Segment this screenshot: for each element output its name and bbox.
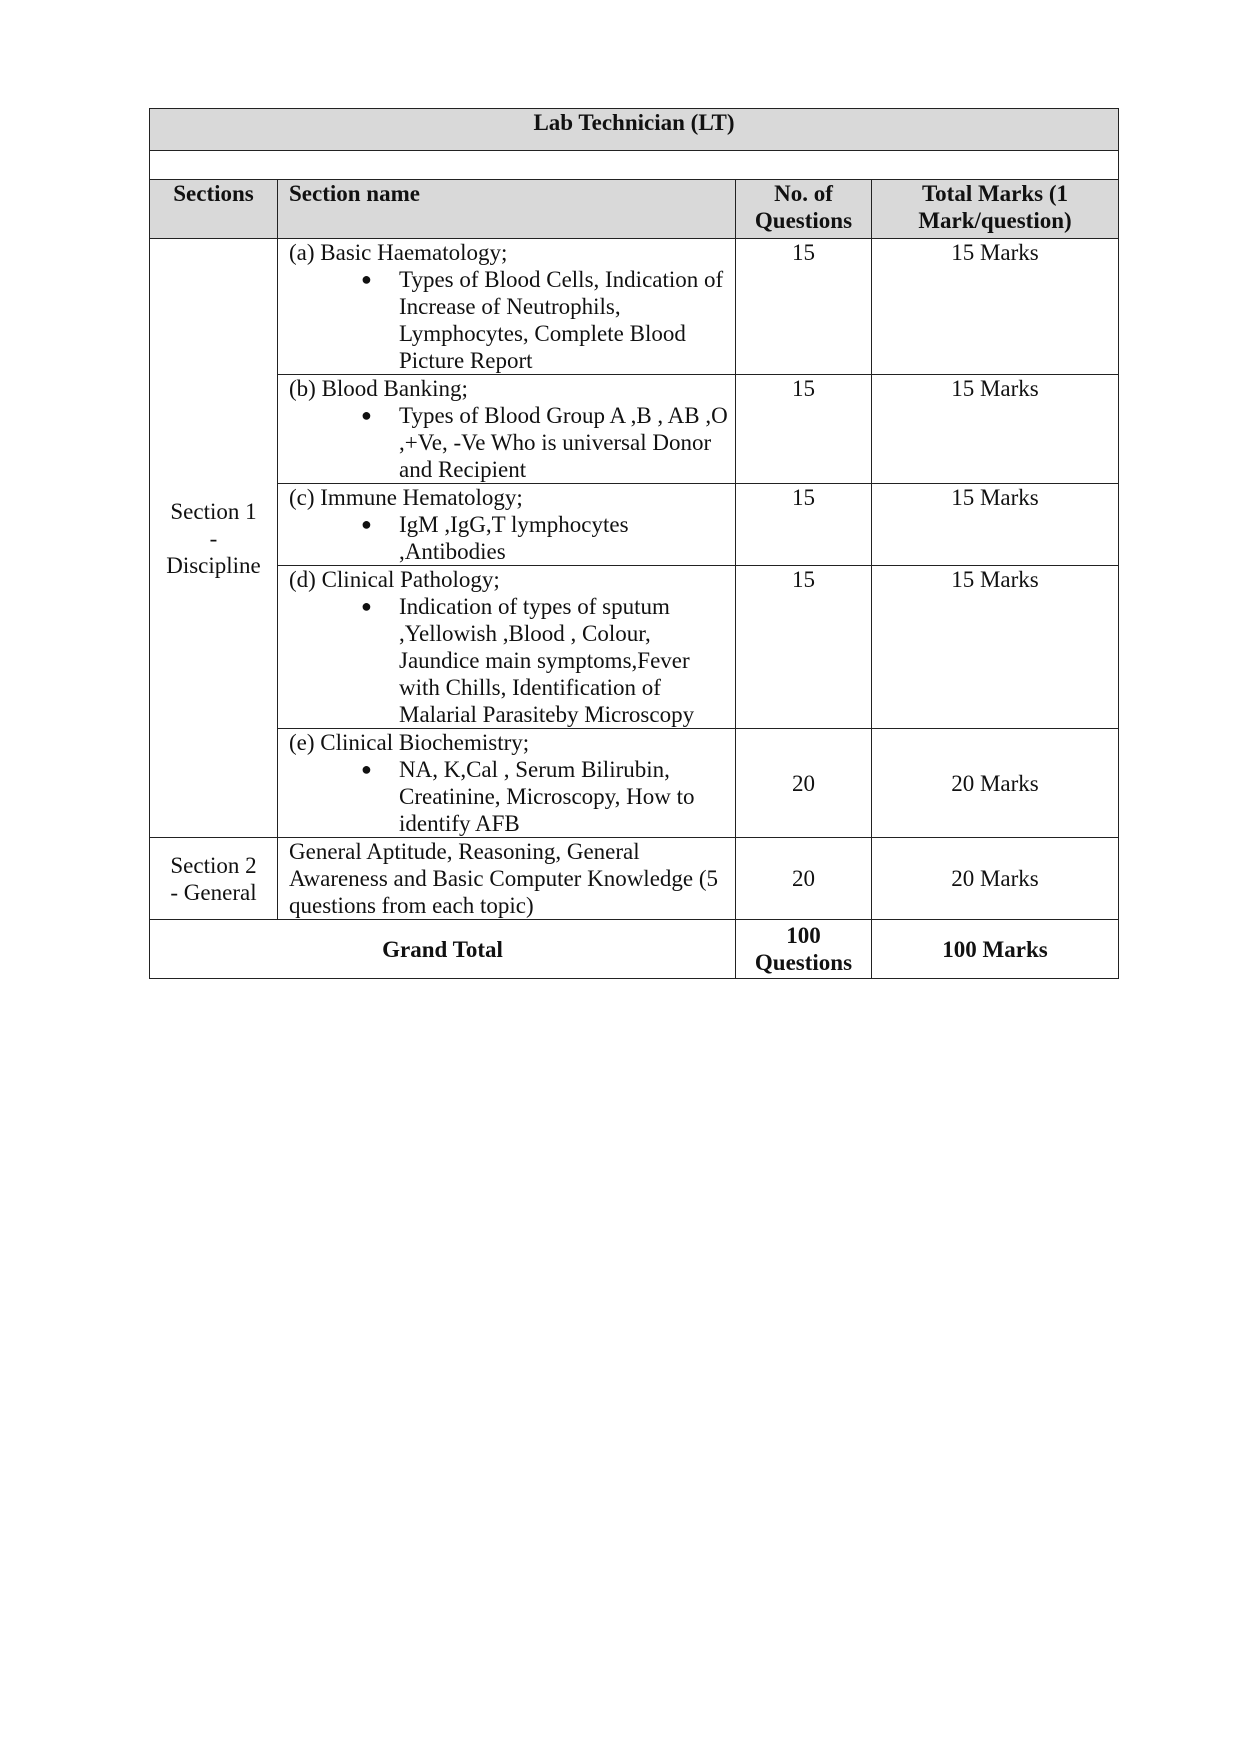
topic-d-marks: 15 Marks <box>872 566 1119 729</box>
header-row <box>150 180 1119 239</box>
grand-total-marks: 100 Marks <box>872 920 1119 979</box>
topic-e-bullet-item <box>289 756 735 837</box>
header-section-name: Section name <box>278 180 736 239</box>
topic-a-bullet-item <box>289 266 735 374</box>
topic-c-bullet-item <box>289 511 735 565</box>
grand-total-questions-number: 100 <box>786 923 821 948</box>
topic-b-marks: 15 Marks <box>872 375 1119 484</box>
header-sections: Sections <box>150 180 278 239</box>
bullet-icon: ● <box>361 596 372 616</box>
topic-b-cell <box>278 375 736 484</box>
grand-total-questions-unit: Questions <box>754 950 853 975</box>
header-questions: No. of Questions <box>736 180 872 239</box>
topic-c-cell <box>278 484 736 566</box>
table-row <box>150 729 1119 838</box>
topic-e-title: (e) Clinical Biochemistry; <box>289 730 530 755</box>
section2-label-line2: - General <box>170 879 257 905</box>
bullet-icon: ● <box>361 405 372 425</box>
topic-a-questions: 15 <box>736 239 872 375</box>
topic-b-title: (b) Blood Banking; <box>289 376 468 401</box>
bullet-icon: ● <box>361 759 372 779</box>
topic-c-title: (c) Immune Hematology; <box>289 485 523 510</box>
topic-b-questions: 15 <box>736 375 872 484</box>
topic-a-title: (a) Basic Haematology; <box>289 240 508 265</box>
section2-label-line1: Section 2 <box>170 852 257 878</box>
table-row <box>150 484 1119 566</box>
syllabus-page <box>149 108 1118 979</box>
topic-d-bullet-text: Indication of types of sputum ,Yellowish ,Blood , Colour, Jaundice main symptoms,Fever with Chills, Identification of Malarial Parasiteby Microscopy <box>399 594 695 727</box>
blank-row <box>150 151 1119 180</box>
topic-e-marks: 20 Marks <box>872 729 1119 838</box>
topic-b-bullet-item <box>289 402 735 483</box>
section2-questions: 20 <box>736 838 872 920</box>
header-marks: Total Marks (1 Mark/question) <box>872 180 1119 239</box>
topic-d-questions: 15 <box>736 566 872 729</box>
table-row <box>150 566 1119 729</box>
section1-label-line3: Discipline <box>166 552 261 578</box>
topic-a-cell <box>278 239 736 375</box>
topic-a-marks: 15 Marks <box>872 239 1119 375</box>
topic-e-questions: 20 <box>736 729 872 838</box>
grand-total-row <box>150 920 1119 979</box>
section2-marks: 20 Marks <box>872 838 1119 920</box>
grand-total-label: Grand Total <box>150 920 736 979</box>
topic-c-questions: 15 <box>736 484 872 566</box>
topic-e-cell <box>278 729 736 838</box>
grand-total-questions <box>736 920 872 979</box>
topic-d-cell <box>278 566 736 729</box>
topic-d-title: (d) Clinical Pathology; <box>289 567 500 592</box>
topic-b-bullet-text: Types of Blood Group A ,B , AB ,O ,+Ve, -Ve Who is universal Donor and Recipient <box>399 403 728 482</box>
syllabus-table <box>149 108 1119 979</box>
topic-e-bullet-text: NA, K,Cal , Serum Bilirubin, Creatinine, Microscopy, How to identify AFB <box>399 757 695 836</box>
bullet-icon: ● <box>361 269 372 289</box>
table-row <box>150 838 1119 920</box>
table-row <box>150 239 1119 375</box>
section1-label-line2: - <box>209 525 218 551</box>
topic-c-marks: 15 Marks <box>872 484 1119 566</box>
section2-label <box>150 838 278 920</box>
section1-label <box>150 239 278 838</box>
blank-cell <box>150 151 1119 180</box>
title-row <box>150 109 1119 151</box>
topic-a-bullet-text: Types of Blood Cells, Indication of Increase of Neutrophils, Lymphocytes, Complete Blood Picture Report <box>399 267 724 373</box>
table-title: Lab Technician (LT) <box>150 109 1119 151</box>
table-row <box>150 375 1119 484</box>
topic-d-bullet-item <box>289 593 735 728</box>
topic-c-bullet-text: IgM ,IgG,T lymphocytes ,Antibodies <box>399 512 629 564</box>
bullet-icon: ● <box>361 514 372 534</box>
section2-description: General Aptitude, Reasoning, General Awareness and Basic Computer Knowledge (5 questions from each topic) <box>278 838 736 920</box>
section1-label-line1: Section 1 <box>170 498 257 524</box>
